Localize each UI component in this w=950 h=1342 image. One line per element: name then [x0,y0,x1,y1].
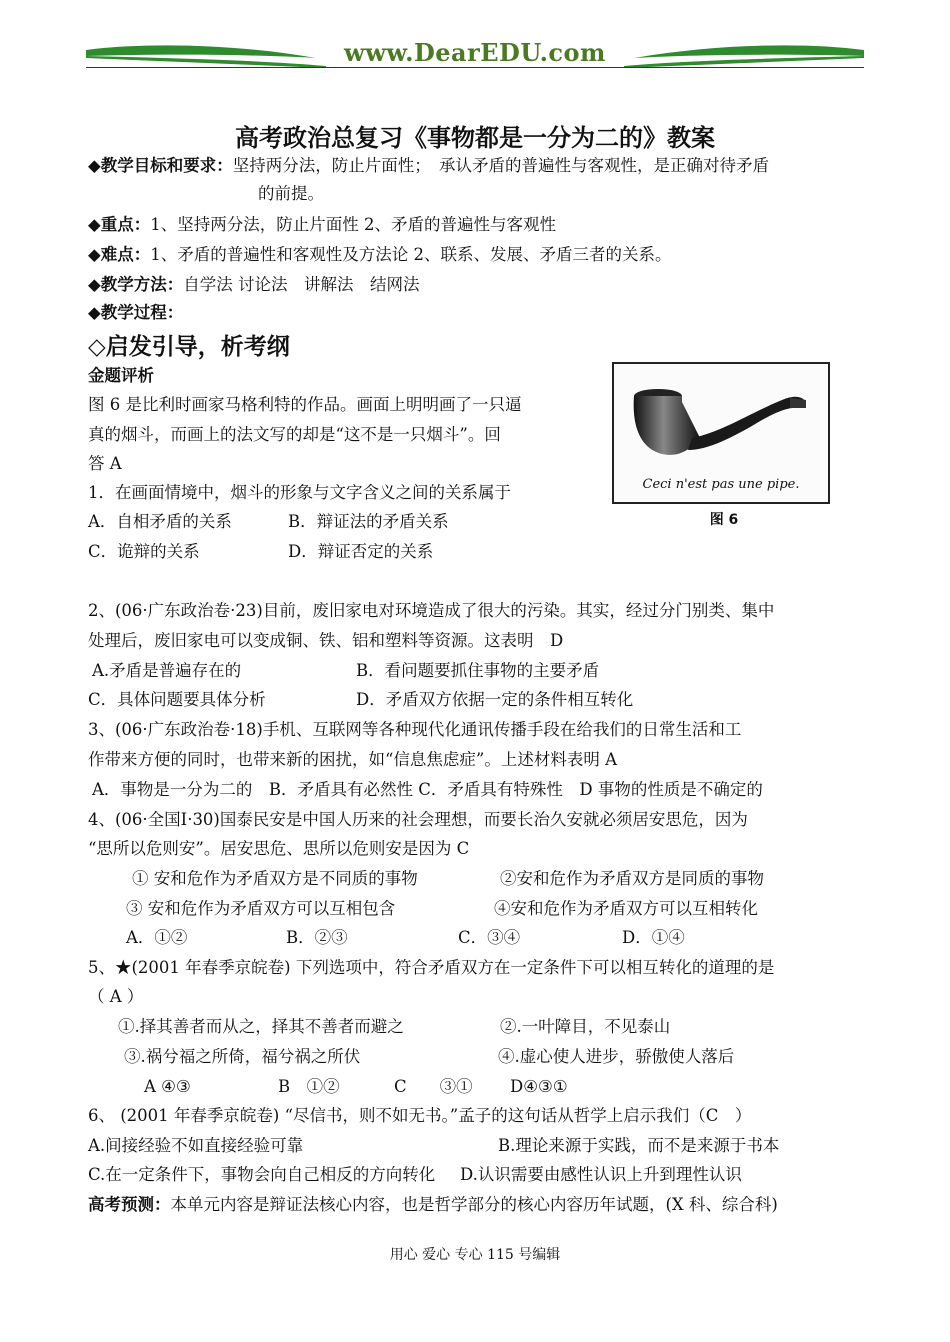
q5-stem-line: （ A ） [88,987,144,1006]
q4-option-d: D．①④ [622,928,685,947]
q4-option-a: A．①② [126,928,188,947]
q6-option-a: A.间接经验不如直接经验可靠 [88,1136,304,1155]
q4-item: ③ 安和危作为矛盾双方可以互相包含 [126,899,396,918]
section-heading: ◇启发引导，析考纲 [88,333,290,360]
q5-item: ③.祸兮福之所倚，福兮祸之所伏 [124,1047,361,1066]
q1-option-b: B．辩证法的矛盾关系 [288,512,449,531]
q1-option-a: A．自相矛盾的关系 [88,512,232,531]
difficulties-text: 1、矛盾的普遍性和客观性及方法论 2、联系、发展、矛盾三者的关系。 [150,245,672,264]
pipe-icon [612,362,830,534]
site-header [86,36,864,70]
q4-option-c: C．③④ [458,928,521,947]
q6-option-d: D.认识需要由感性认识上升到理性认识 [460,1165,742,1184]
forecast-line [88,1194,778,1216]
goals-text-continued: 的前提。 [258,184,324,203]
forecast-text: 本单元内容是辩证法核心内容，也是哲学部分的核心内容历年试题，(X 科、综合科) [170,1195,778,1214]
process-label: ◆教学过程： [88,303,184,322]
q1-option-c: C．诡辩的关系 [88,542,200,561]
q2-option-b: B．看问题要抓住事物的主要矛盾 [356,661,600,680]
q3-stem-line: 作带来方便的同时，也带来新的困扰，如“信息焦虑症”。上述材料表明 A [88,750,618,769]
q4-stem-line: “思所以危则安”。居安思危、思所以危则安是因为 C [88,839,470,858]
q5-option-c: C ③① [394,1077,473,1096]
q1-option-d: D．辩证否定的关系 [288,542,434,561]
header-divider [86,67,864,68]
methods-line [88,274,419,296]
methods-text: 自学法 讨论法 讲解法 结网法 [183,275,420,294]
q6-stem: 6、 (2001 年春季京皖卷) “尽信书，则不如无书。”孟子的这句话从哲学上启示我们（C ） [88,1106,752,1125]
q5-stem-line: 5、★(2001 年春季京皖卷) 下列选项中，符合矛盾双方在一定条件下可以相互转化的道理的是 [88,958,775,977]
q5-item: ①.择其善者而从之，择其不善者而避之 [118,1017,404,1036]
q6-option-b: B.理论来源于实践，而不是来源于书本 [498,1136,780,1155]
difficulties-label: ◆难点： [88,245,151,264]
q1-stem-line: 真的烟斗，而画上的法文写的却是“这不是一只烟斗”。回 [88,425,501,444]
difficulties-line [88,244,671,266]
q5-option-b: B ①② [278,1077,340,1096]
q5-option-d: D④③① [510,1077,568,1096]
q4-stem-line: 4、(06·全国Ⅰ·30)国泰民安是中国人历来的社会理想，而要长治久安就必须居安思危，因为 [88,810,748,829]
q2-stem-line: 处理后，废旧家电可以变成铜、铁、铝和塑料等资源。这表明 D [88,631,564,650]
q1-stem-line: 图 6 是比利时画家马格利特的作品。画面上明明画了一只逼 [88,395,522,414]
q1-stem-line: 答 A [88,454,122,473]
q1-stem-line: 1．在画面情境中，烟斗的形象与文字含义之间的关系属于 [88,483,511,502]
q4-item: ④安和危作为矛盾双方可以互相转化 [494,899,758,918]
page-footer: 用心 爱心 专心 115 号编辑 [389,1247,561,1263]
q2-option-d: D．矛盾双方依据一定的条件相互转化 [356,690,634,709]
q4-item: ① 安和危作为矛盾双方是不同质的事物 [132,869,418,888]
q3-options: A．事物是一分为二的 B．矛盾具有必然性 C．矛盾具有特殊性 D 事物的性质是不确定的 [92,780,763,799]
figure-label: 图 6 [709,512,739,528]
methods-label: ◆教学方法： [88,275,184,294]
site-logo[interactable]: www.DearEDU.com [344,38,606,67]
figure-caption-text: Ceci n'est pas une pipe. [642,477,800,492]
goals-label: ◆教学目标和要求： [88,156,233,175]
q2-stem-line: 2、(06·广东政治卷·23)目前，废旧家电对环境造成了很大的污染。其实，经过分门别类、集中 [88,601,775,620]
q6-option-c: C.在一定条件下，事物会向自己相反的方向转化 [88,1165,436,1184]
goals-text: 坚持两分法，防止片面性； 承认矛盾的普遍性与客观性，是正确对待矛盾 [232,156,769,175]
key-points-text: 1、坚持两分法，防止片面性 2、矛盾的普遍性与客观性 [150,215,556,234]
q5-item: ②.一叶障目，不见泰山 [500,1017,671,1036]
q3-stem-line: 3、(06·广东政治卷·18)手机、互联网等各种现代化通讯传播手段在给我们的日常生活和工 [88,720,742,739]
key-points-line [88,214,556,236]
q5-item: ④.虚心使人进步，骄傲使人落后 [498,1047,735,1066]
q4-option-b: B．②③ [286,928,348,947]
q4-item: ②安和危作为矛盾双方是同质的事物 [500,869,764,888]
q2-option-c: C．具体问题要具体分析 [88,690,266,709]
q5-option-a: A ④③ [144,1077,191,1096]
goals-line [88,155,769,177]
subheading: 金题评析 [88,366,154,385]
figure-6 [612,362,830,534]
key-points-label: ◆重点： [88,215,151,234]
page-title: 高考政治总复习《事物都是一分为二的》教案 [235,123,715,152]
forecast-label: 高考预测： [88,1195,171,1214]
q2-option-a: A.矛盾是普遍存在的 [92,661,242,680]
